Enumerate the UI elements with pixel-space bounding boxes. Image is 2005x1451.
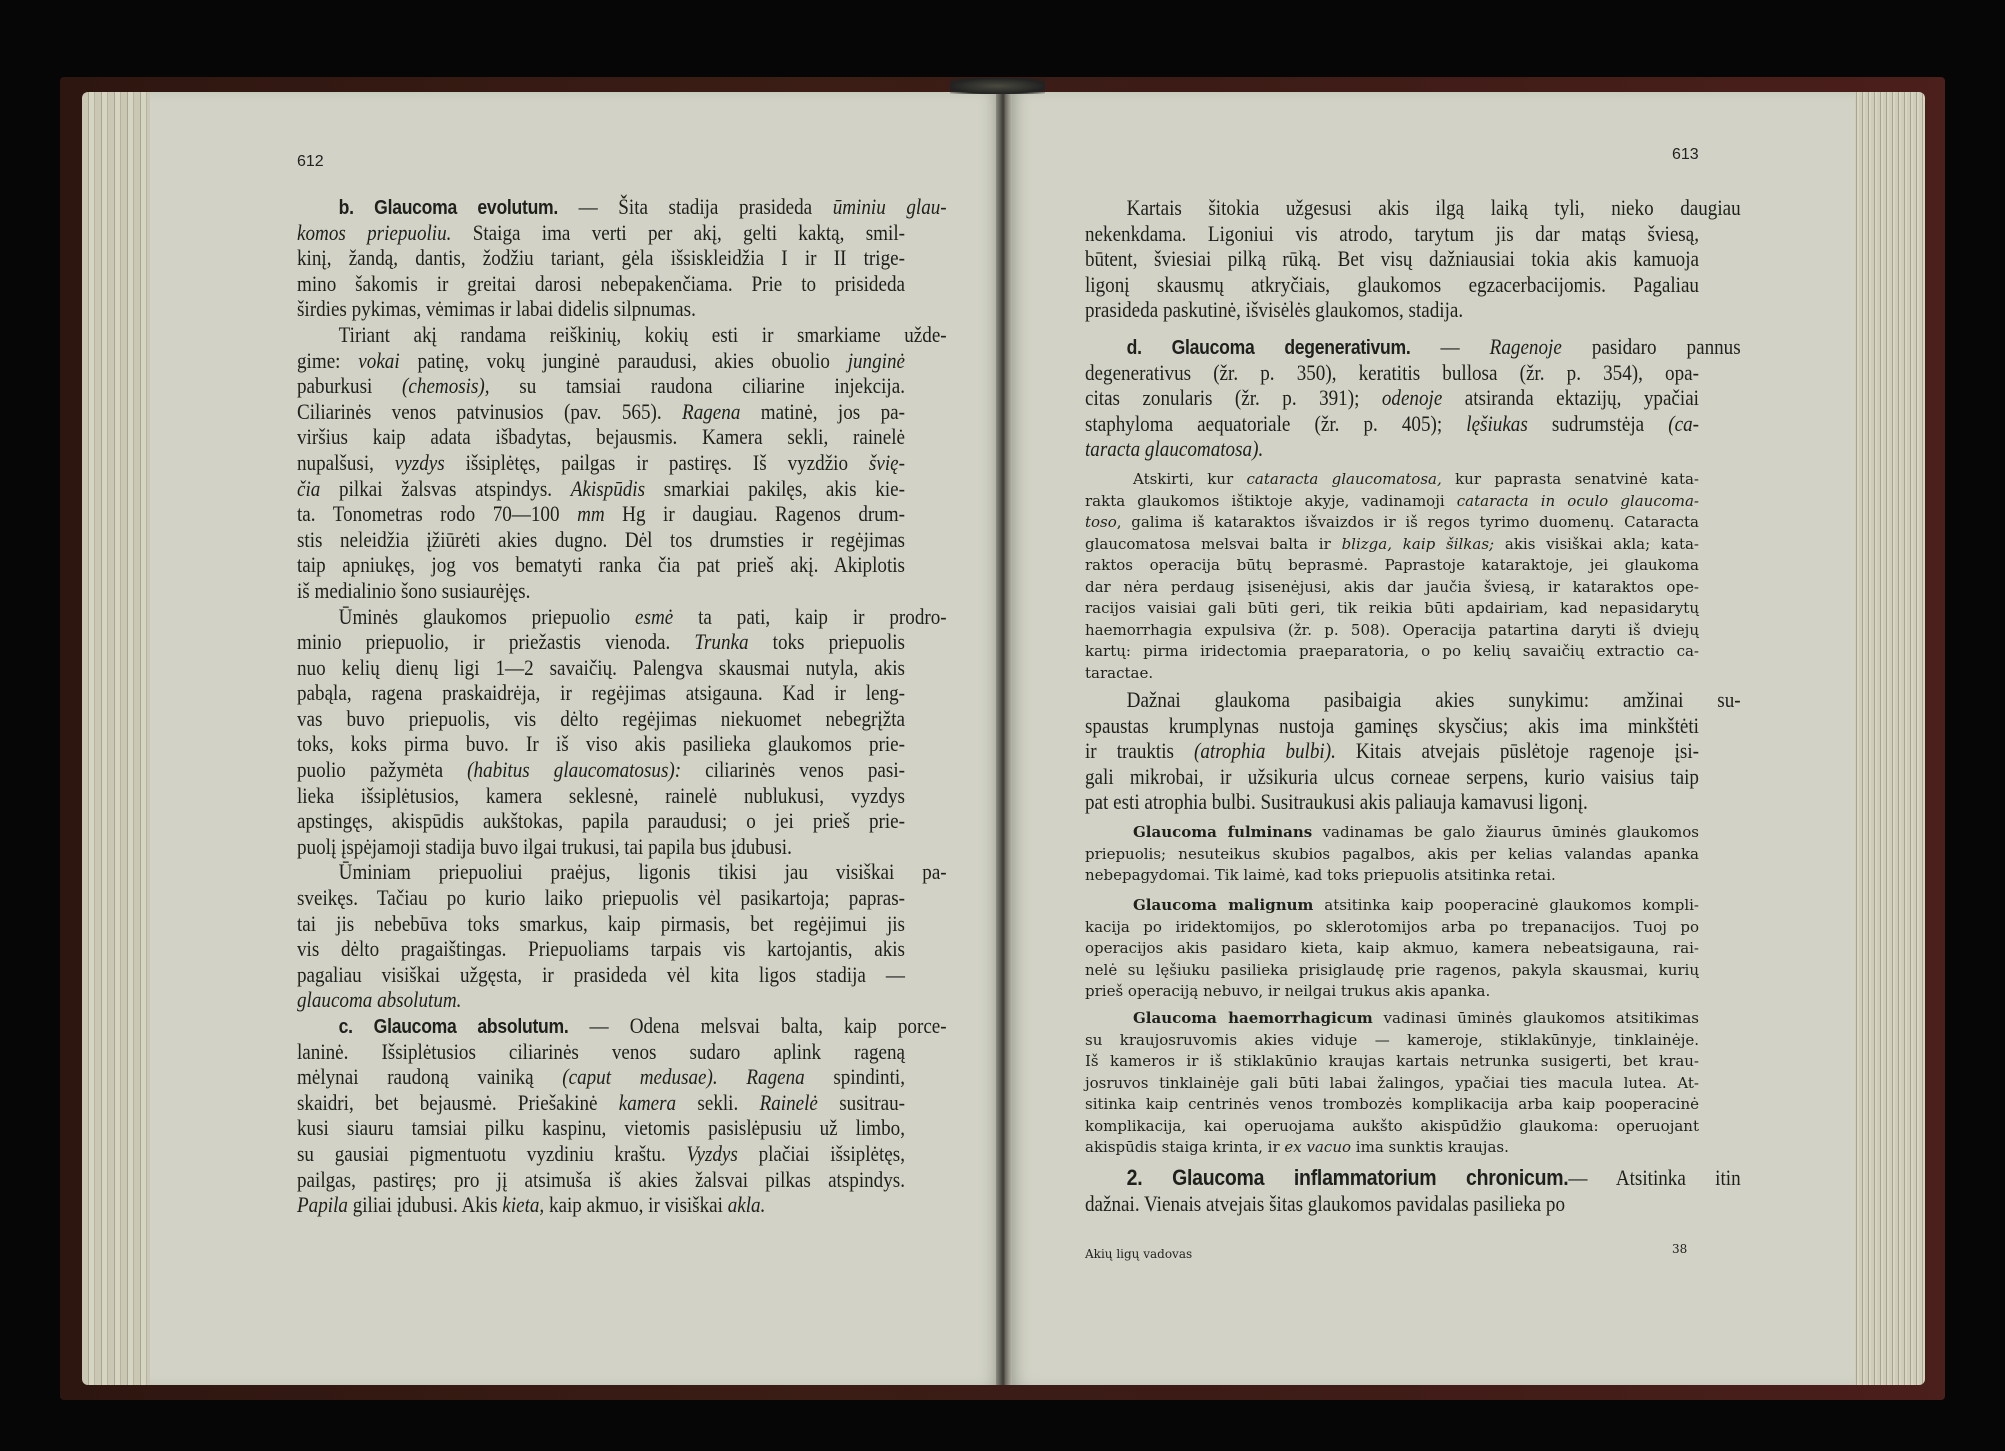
text-run: dar nėra perdaug įsisenėjusi, akis dar jaučia šviesą, ir kataraktos ope- <box>1085 577 1699 596</box>
italic-term: ūminiu glau- <box>832 194 947 219</box>
italic-term: odenoje <box>1381 385 1443 411</box>
italic-term: esmė <box>635 603 674 629</box>
italic-term: ex vacuo <box>1284 1138 1352 1156</box>
text-run: sitinka kaip centrinės venos trombozės komplikacija arba kaip pooperacinė <box>1085 1095 1699 1113</box>
text-line <box>1085 865 1699 887</box>
text-run: atsiranda ektazijų, ypačiai <box>1442 385 1699 411</box>
paragraph <box>1085 1165 1741 1216</box>
text-run: Ciliarinės venos patvinusios (pav. 565). <box>297 398 683 424</box>
text-line <box>297 373 905 399</box>
text-run <box>718 1064 747 1089</box>
text-run: širdies pykimas, vėmimas ir labai didelis silpnumas. <box>297 296 696 322</box>
body-text-block <box>1085 195 1741 323</box>
text-line <box>1085 1051 1699 1073</box>
italic-term: vyzdys <box>394 449 445 475</box>
italic-term: čia <box>297 475 321 501</box>
paragraph <box>1085 469 1699 684</box>
text-run: ta. Tonometras rodo 70—100 <box>297 501 578 527</box>
page-number-left: 612 <box>297 153 324 170</box>
text-run: gime: <box>297 347 359 373</box>
paragraph <box>297 321 947 604</box>
paragraph <box>1085 1008 1699 1159</box>
text-line <box>297 348 905 374</box>
text-line <box>1085 555 1699 577</box>
text-line <box>1085 512 1699 534</box>
text-run: pailgas, pastiręs; pro jį atsimuša iš akies žalsvai pilkas atspindys. <box>297 1166 905 1192</box>
bold-heading: b. Glaucoma evolutum. <box>338 197 559 219</box>
text-run: susitrau- <box>817 1089 906 1115</box>
text-run: taip apniukęs, jog vos bematyti ranka čia pat prieš akį. Akiplotis <box>297 552 905 578</box>
text-line <box>297 271 905 297</box>
text-run: vadinamas be galo žiaurus ūminės glaukomos <box>1312 823 1700 841</box>
bold-heading: Glaucoma fulminans <box>1133 823 1313 841</box>
bold-heading: Glaucoma haemorrhagicum <box>1133 1009 1373 1027</box>
text-run: su tamsiai raudona ciliarine injekcija. <box>489 373 905 399</box>
text-line <box>297 603 947 630</box>
italic-term: kamera <box>618 1089 677 1115</box>
text-run: su kraujosruvomis akies viduje — kameroje, stiklakūnyje, tinklainėje. <box>1085 1030 1699 1049</box>
italic-term: lęšiukas <box>1466 410 1528 436</box>
paragraph <box>1085 195 1741 323</box>
text-line <box>297 1167 905 1193</box>
italic-term: mm <box>577 501 605 527</box>
text-line <box>1085 297 1699 323</box>
text-line <box>1085 620 1699 642</box>
text-line <box>1085 195 1741 221</box>
text-line <box>297 194 947 220</box>
paragraph <box>297 603 947 860</box>
italic-term: akla. <box>727 1192 766 1218</box>
text-run: būtent, šviesiai pilką rūką. Bet visų dažniausiai tokia akis kamuoja <box>1085 246 1699 272</box>
text-line <box>1085 764 1699 790</box>
text-line <box>1085 491 1699 513</box>
headband <box>950 78 1045 94</box>
text-line <box>297 911 905 937</box>
text-line <box>297 731 905 757</box>
text-line <box>1085 789 1699 815</box>
bold-heading: d. Glaucoma degenerativum. <box>1126 337 1411 359</box>
body-text-block <box>1085 1165 1741 1216</box>
italic-term: toso <box>1085 513 1117 531</box>
italic-term: glaucoma absolutum. <box>297 987 462 1013</box>
text-run: Kitais atvejais pūslėtoje ragenoje įsi- <box>1335 738 1699 764</box>
text-run: išsiplėtęs, pailgas ir pastiręs. Iš vyzdžio <box>444 449 869 475</box>
text-run: Kartais šitokia užgesusi akis ilgą laiką tyli, nieko daugiau <box>1126 195 1741 220</box>
italic-term: Rainelė <box>759 1089 818 1115</box>
text-run: taractae. <box>1085 663 1154 682</box>
text-line <box>1085 221 1699 247</box>
text-run: glaucomatosa melsvai balta ir <box>1085 534 1342 553</box>
text-line <box>1085 938 1699 960</box>
italic-term: (chemosis), <box>402 373 490 399</box>
italic-term: cataracta glaucomatosa, <box>1246 470 1442 488</box>
text-run: vis dėlto pragaištingas. Priepuoliams tarpais vis kartojantis, akis <box>297 936 905 962</box>
page-number-right: 613 <box>1672 146 1699 163</box>
text-line <box>297 450 905 476</box>
text-run: spindinti, <box>804 1064 905 1090</box>
text-run: giliai įdubusi. Akis <box>347 1192 503 1218</box>
italic-term: Vyzdys <box>686 1140 738 1166</box>
footer-signature-mark: 38 <box>1672 1242 1688 1256</box>
text-run: su gausiai pigmentuotu vyzdiniu kraštu. <box>297 1140 687 1166</box>
text-run: degenerativus (žr. p. 350), keratitis bullosa (žr. p. 354), opa- <box>1085 359 1699 385</box>
text-run: Ūminės glaukomos priepuolio <box>338 603 636 629</box>
text-run: kusi siauru tamsiai pilku kaspinu, vietomis pasislėpusiu už limbo, <box>297 1115 905 1141</box>
body-text-block <box>1085 334 1741 462</box>
text-run: kaip akmuo, ir visiškai <box>544 1192 728 1218</box>
footer-book-title: Akių ligų vadovas <box>1085 1247 1193 1261</box>
text-run: smarkiai pakilęs, akis kie- <box>645 475 905 501</box>
text-run: patinę, vokų junginė paraudusi, akies obuolio <box>399 347 848 373</box>
small-print-block <box>1085 822 1699 887</box>
text-run: operacijos akis pasidaro kieta, kaip akmuo, kamera nebeatsigauna, rai- <box>1085 939 1699 957</box>
paragraph <box>1085 687 1741 815</box>
italic-term: Papila <box>297 1192 348 1218</box>
text-line <box>297 859 947 885</box>
text-line <box>1085 1094 1699 1116</box>
text-run: iš medialinio šono susiaurėjęs. <box>297 577 531 603</box>
text-run: rakta glaukomos ištiktoje akyje, vadinamoji <box>1085 491 1457 510</box>
text-line <box>297 808 905 834</box>
text-line <box>1085 960 1699 982</box>
text-run: — Atsitinka itin <box>1568 1165 1741 1190</box>
text-run: kacija po iridektomijos, po sklerotomijos arba po trepanacijos. Tuoj po <box>1085 917 1699 936</box>
text-line <box>297 578 905 604</box>
text-run: gali mikrobai, ir užsikuria ulcus corneae serpens, kurio vaisius taip <box>1085 763 1699 789</box>
text-run: sveikęs. Tačiau po kurio laiko priepuolis vėl pasikartoja; papras- <box>297 885 905 911</box>
text-run: raktos operacija būtų beprasmė. Paprastoje kataraktoje, jei glaukoma <box>1085 556 1699 574</box>
paragraph <box>1085 822 1699 887</box>
text-run: apstingęs, akispūdis aukštokas, papila paraudusi; o jei prieš prie- <box>297 808 905 834</box>
text-run: priepuolis; nesuteikus skubios pagalbos, akis per kelias valandas apanka <box>1085 844 1699 863</box>
text-line <box>297 527 905 553</box>
text-run: viršius kaip adata išbadytas, bejausmis. Kamera sekli, rainelė <box>297 424 905 450</box>
text-line <box>1085 822 1699 844</box>
text-line <box>297 399 905 425</box>
text-run: ciliarinės venos pasi- <box>681 757 906 783</box>
italic-term: švię- <box>868 449 905 475</box>
text-line <box>297 552 905 578</box>
text-line <box>1085 272 1699 298</box>
text-run: nebepagydomai. Tik laimė, kad toks priepuolis atsitinka retai. <box>1085 866 1556 884</box>
italic-term: Ragena <box>682 398 741 424</box>
paragraph <box>297 194 947 322</box>
text-line <box>1085 641 1699 663</box>
text-line <box>297 1141 905 1167</box>
text-line <box>297 655 905 681</box>
text-line <box>297 321 947 348</box>
text-line <box>297 680 905 706</box>
text-run: matinė, jos pa- <box>740 398 905 424</box>
italic-term: cataracta in oculo glaucoma- <box>1456 491 1699 510</box>
text-run: atsitinka kaip pooperacinė glaukomos kompli- <box>1313 896 1699 914</box>
text-run: racijos vaisiai gali būti geri, tik reikia būti apdairiam, kad nepasidarytų <box>1085 599 1699 617</box>
left-page-text <box>297 194 947 1218</box>
text-line <box>1085 577 1699 599</box>
text-run: Staiga ima verti per akį, gelti kaktą, smil- <box>451 219 905 245</box>
text-line <box>1085 385 1699 411</box>
text-run: citas zonularis (žr. p. 391); <box>1085 385 1382 411</box>
small-print-block <box>1085 895 1699 1003</box>
paragraph <box>1085 895 1699 1003</box>
text-run: puolio pažymėta <box>297 757 468 783</box>
text-run: , galima iš kataraktos išvaizdos ir iš regos tyrimo duomenų. Cataracta <box>1116 513 1699 531</box>
text-run: akis visiškai akla; kata- <box>1494 534 1699 553</box>
text-line <box>1085 469 1699 491</box>
text-run: Ūminiam priepuoliui praėjus, ligonis tikisi jau visiškai pa- <box>338 859 947 885</box>
text-line <box>297 706 905 732</box>
text-run: kur paprasta senatvinė kata- <box>1441 470 1699 488</box>
text-run: toks, koks pirma buvo. Ir iš viso akis pasilieka glaukomos prie- <box>297 731 905 757</box>
text-line <box>1085 246 1699 272</box>
text-run: nupalšusi, <box>297 449 395 475</box>
italic-term: Trunka <box>694 629 749 655</box>
text-run: spaustas krumplynas nustoja gaminęs skysčius; akis ima minkštėti <box>1085 712 1699 738</box>
text-line <box>297 501 905 527</box>
text-line <box>1085 360 1699 386</box>
text-run: Dažnai glaukoma pasibaigia akies sunykimu: amžinai su- <box>1126 687 1741 712</box>
text-line <box>297 757 905 783</box>
text-run: vas buvo priepuolis, vis dėlto regėjimas niekuomet nebegrįžta <box>297 705 905 731</box>
text-run: puolį įspėjamoji stadija buvo ilgai trukusi, tai papila bus įdubusi. <box>297 833 792 859</box>
text-line <box>297 783 905 809</box>
text-line <box>1085 663 1699 685</box>
body-text-block <box>1085 687 1741 815</box>
text-line <box>297 629 905 655</box>
text-line <box>1085 1073 1699 1095</box>
italic-term: vokai <box>358 347 400 373</box>
text-run: skaidri, bet bejausmė. Priešakinė <box>297 1089 619 1115</box>
text-run: — <box>1410 334 1490 359</box>
left-page-edges <box>82 92 152 1385</box>
paragraph <box>297 1013 947 1218</box>
text-line <box>297 220 905 246</box>
text-line <box>1085 738 1699 764</box>
book-spine <box>996 92 1012 1385</box>
text-line <box>1085 1030 1699 1052</box>
text-run: paburkusi <box>297 373 403 399</box>
italic-term: (atrophia bulbi). <box>1194 738 1336 764</box>
text-line <box>297 962 905 988</box>
text-run: — Odena melsvai balta, kaip porce- <box>568 1013 947 1038</box>
text-run: pasidaro pannus <box>1561 334 1741 359</box>
text-line <box>1085 687 1741 713</box>
text-line <box>297 245 905 271</box>
italic-term: Ragena <box>746 1064 805 1090</box>
text-line <box>297 936 905 962</box>
bold-heading: 2. Glaucoma inflammatorium chronicum. <box>1126 1165 1569 1190</box>
text-run: nuo kelių dienų ligi 1—2 savaičių. Palengva skausmai nutyla, akis <box>297 654 905 680</box>
text-line <box>297 424 905 450</box>
italic-term: Ragenoje <box>1489 334 1562 359</box>
italic-term: kieta, <box>502 1192 545 1218</box>
text-line <box>1085 895 1699 917</box>
right-page-edges <box>1853 92 1925 1385</box>
text-line <box>297 1039 905 1065</box>
text-run: dažnai. Vienais atvejais šitas glaukomos pavidalas pasilieka po <box>1085 1190 1566 1216</box>
text-line <box>297 987 905 1013</box>
text-run: komplikacija, kai operuojama aukšto akispūdžio glaukoma: operuojant <box>1085 1116 1699 1135</box>
text-run: pat esti atrophia bulbi. Susitraukusi akis paliauja kamavusi ligonį. <box>1085 789 1588 815</box>
small-print-block <box>1085 1008 1699 1159</box>
text-run: ligonį skausmų atkryčiais, glaukomos egzacerbacijomis. Pagaliau <box>1085 271 1699 297</box>
text-run: Tiriant akį randama reiškinių, kokių esti ir smarkiame užde- <box>338 321 947 347</box>
text-run: plačiai išsiplėtęs, <box>737 1140 905 1166</box>
text-line <box>297 1064 905 1090</box>
paragraph <box>297 859 947 1013</box>
text-line <box>297 1090 905 1116</box>
text-line <box>1085 917 1699 939</box>
text-run: laninė. Išsiplėtusios ciliarinės venos sudaro aplink rageną <box>297 1038 905 1064</box>
text-line <box>1085 1116 1699 1138</box>
text-run: — Šita stadija prasideda <box>558 194 833 219</box>
italic-term: (habitus glaucomatosus): <box>467 757 682 783</box>
text-run: sekli. <box>676 1089 760 1115</box>
text-line <box>1085 436 1699 462</box>
text-run: sudrumstėja <box>1527 410 1669 436</box>
small-print-block <box>1085 469 1699 684</box>
text-line <box>297 1192 905 1218</box>
text-line <box>297 296 905 322</box>
text-line <box>1085 844 1699 866</box>
text-run: minio priepuolio, ir priežastis vienoda. <box>297 629 695 655</box>
italic-term: (ca- <box>1668 410 1699 436</box>
italic-term: Akispūdis <box>570 475 646 501</box>
text-line <box>297 834 905 860</box>
text-line <box>1085 411 1699 437</box>
text-run: josruvos tinklainėje gali būti labai žalingos, ypačiai ties macula lutea. At- <box>1085 1073 1699 1092</box>
text-run: toks priepuolis <box>748 629 905 655</box>
text-run: ir trauktis <box>1085 738 1195 764</box>
text-run: prieš operaciją nebuvo, ir neilgai trukus akis apanka. <box>1085 982 1491 1000</box>
text-run: nekenkdama. Ligoniui vis atrodo, tarytum jis dar matąs šviesą, <box>1085 220 1699 246</box>
italic-term: (caput medusae). <box>562 1064 718 1090</box>
bold-heading: c. Glaucoma absolutum. <box>338 1016 569 1038</box>
text-line <box>297 1013 947 1039</box>
text-line <box>1085 981 1699 1003</box>
text-line <box>1085 334 1741 360</box>
text-run: staphyloma aequatoriale (žr. p. 405); <box>1085 410 1467 436</box>
text-run: vadinasi ūminės glaukomos atsitikimas <box>1372 1009 1699 1027</box>
text-line <box>1085 713 1699 739</box>
italic-term: taracta glaucomatosa). <box>1085 436 1264 462</box>
text-run: tai jis nebebūva toks smarkus, kaip pirmasis, bet regėjimui jis <box>297 910 905 936</box>
text-run: prasideda paskutinė, išvisėlės glaukomos, stadija. <box>1085 297 1464 323</box>
italic-term: komos priepuoliu. <box>297 219 452 245</box>
italic-term: blizga, kaip šilkas; <box>1341 534 1495 553</box>
text-run: stis neleidžia įžiūrėti akies dugno. Dėl tos drumsties ir regėjimas <box>297 526 905 552</box>
text-run: Hg ir daugiau. Ragenos drum- <box>604 501 905 527</box>
paragraph <box>1085 334 1741 462</box>
text-line <box>1085 1008 1699 1030</box>
text-run: nelė su lęšiuku pasilieka prisiglaudę prie ragenos, pakyla skausmai, kurių <box>1085 960 1699 979</box>
text-run: Iš kameros ir iš stiklakūnio kraujas kartais netrunka susigerti, bet krau- <box>1085 1052 1699 1070</box>
text-line <box>297 476 905 502</box>
text-run: ta pati, kaip ir prodro- <box>673 603 947 629</box>
text-line <box>1085 598 1699 620</box>
text-run: mino šakomis ir greitai darosi nebepakenčiama. Prie to prisideda <box>297 270 905 296</box>
text-run: akispūdis staiga krinta, ir <box>1085 1138 1285 1156</box>
text-run: mėlynai raudoną vainiką <box>297 1064 563 1090</box>
text-run: Atskirti, kur <box>1133 470 1247 488</box>
text-run: kinį, žandą, dantis, žodžiu tariant, gėla išsiskleidžia I ir II trige- <box>297 245 905 271</box>
text-line <box>1085 1191 1699 1217</box>
bold-heading: Glaucoma malignum <box>1133 896 1314 914</box>
text-run: lieka išsiplėtusios, kamera seklesnė, rainelė nublukusi, vyzdys <box>297 782 905 808</box>
text-line <box>1085 1165 1741 1191</box>
italic-term: junginė <box>847 347 905 373</box>
text-run: ima sunktis kraujas. <box>1351 1138 1509 1156</box>
text-run: pabąla, ragena praskaidrėja, ir regėjimas atsigauna. Kad ir leng- <box>297 680 905 706</box>
text-line <box>1085 1137 1699 1159</box>
text-run: kartų: pirma iridectomia praeparatoria, o po kelių savaičių extractio ca- <box>1085 642 1699 660</box>
text-run: haemorrhagia expulsiva (žr. p. 508). Operacija patartina daryti iš dviejų <box>1085 620 1699 639</box>
text-line <box>297 885 905 911</box>
text-line <box>1085 534 1699 556</box>
text-run: pagaliau visiškai užgęsta, ir prasideda vėl kita ligos stadija — <box>297 961 905 987</box>
text-run: pilkai žalsvas atspindys. <box>320 475 571 501</box>
text-line <box>297 1115 905 1141</box>
